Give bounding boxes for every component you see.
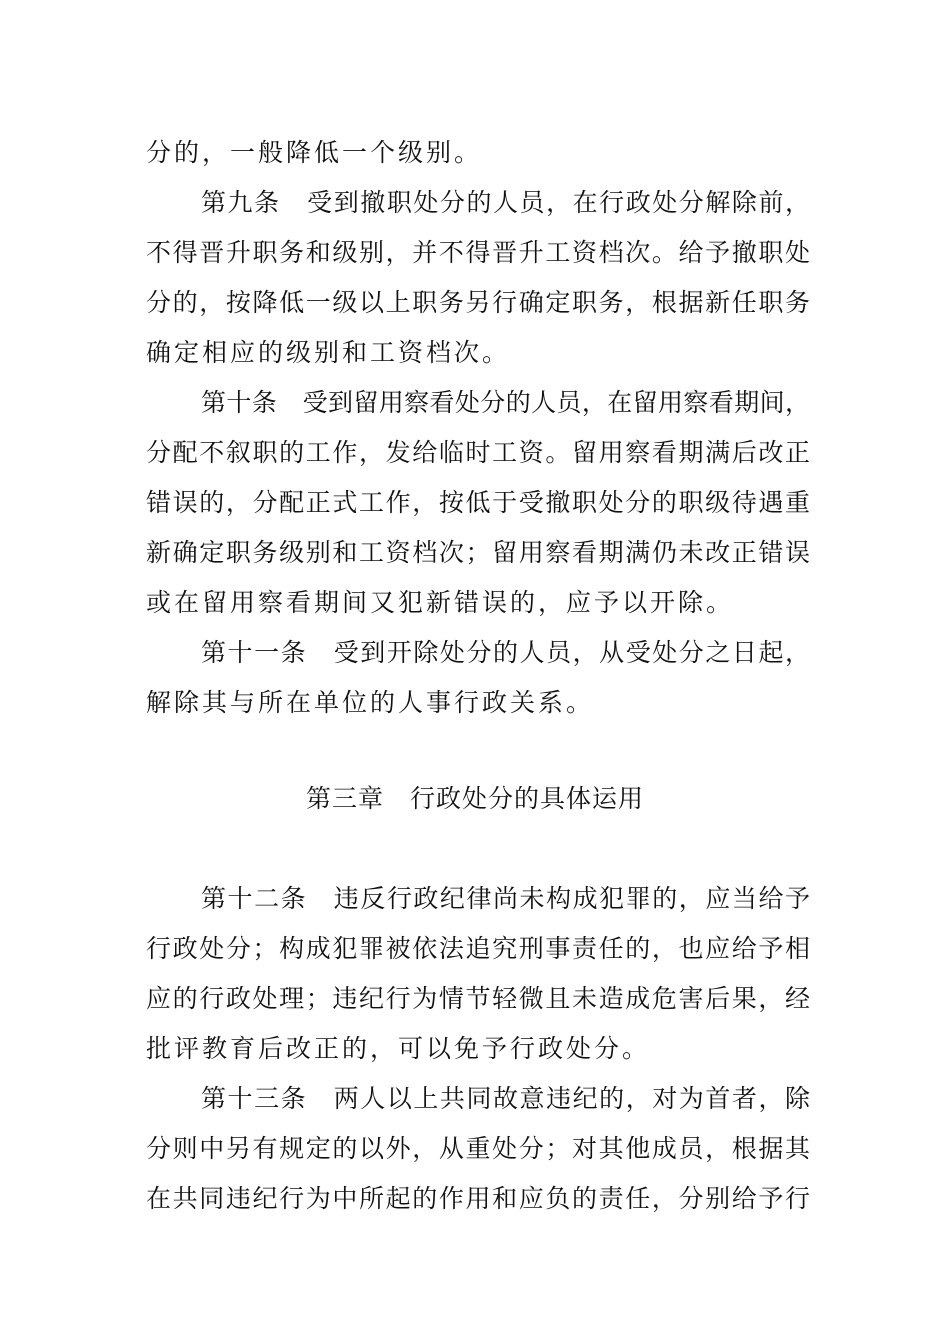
text-line: 分的，按降低一级以上职务另行确定职务，根据新任职务 (146, 288, 810, 317)
text-line: 解除其与所在单位的人事行政关系。 (146, 688, 595, 717)
text-line: 不得晋升职务和级别，并不得晋升工资档次。给予撤职处 (146, 238, 810, 267)
article-9-start: 第九条 受到撤职处分的人员，在行政处分解除前， (201, 188, 810, 217)
text-line: 新确定职务级别和工资档次；留用察看期满仍未改正错误 (146, 538, 810, 567)
text-line: 分则中另有规定的以外，从重处分；对其他成员，根据其 (146, 1134, 810, 1163)
text-line: 确定相应的级别和工资档次。 (146, 338, 511, 367)
text-line: 批评教育后改正的，可以免予行政处分。 (146, 1034, 651, 1063)
article-13-start: 第十三条 两人以上共同故意违纪的，对为首者，除 (201, 1084, 810, 1113)
text-line: 错误的，分配正式工作，按低于受撤职处分的职级待遇重 (146, 488, 810, 517)
article-11-start: 第十一条 受到开除处分的人员，从受处分之日起， (201, 638, 810, 667)
chapter-heading: 第三章 行政处分的具体运用 (305, 784, 644, 813)
text-line: 行政处分；构成犯罪被依法追究刑事责任的，也应给予相 (146, 934, 810, 963)
text-line: 应的行政处理；违纪行为情节轻微且未造成危害后果，经 (146, 984, 810, 1013)
article-10-start: 第十条 受到留用察看处分的人员，在留用察看期间， (201, 388, 810, 417)
text-line: 或在留用察看期间又犯新错误的，应予以开除。 (146, 588, 735, 617)
text-line: 分的，一般降低一个级别。 (146, 138, 483, 167)
text-line: 分配不叙职的工作，发给临时工资。留用察看期满后改正 (146, 438, 810, 467)
article-12-start: 第十二条 违反行政纪律尚未构成犯罪的，应当给予 (201, 884, 810, 913)
text-line: 在共同违纪行为中所起的作用和应负的责任，分别给予行 (146, 1184, 810, 1213)
